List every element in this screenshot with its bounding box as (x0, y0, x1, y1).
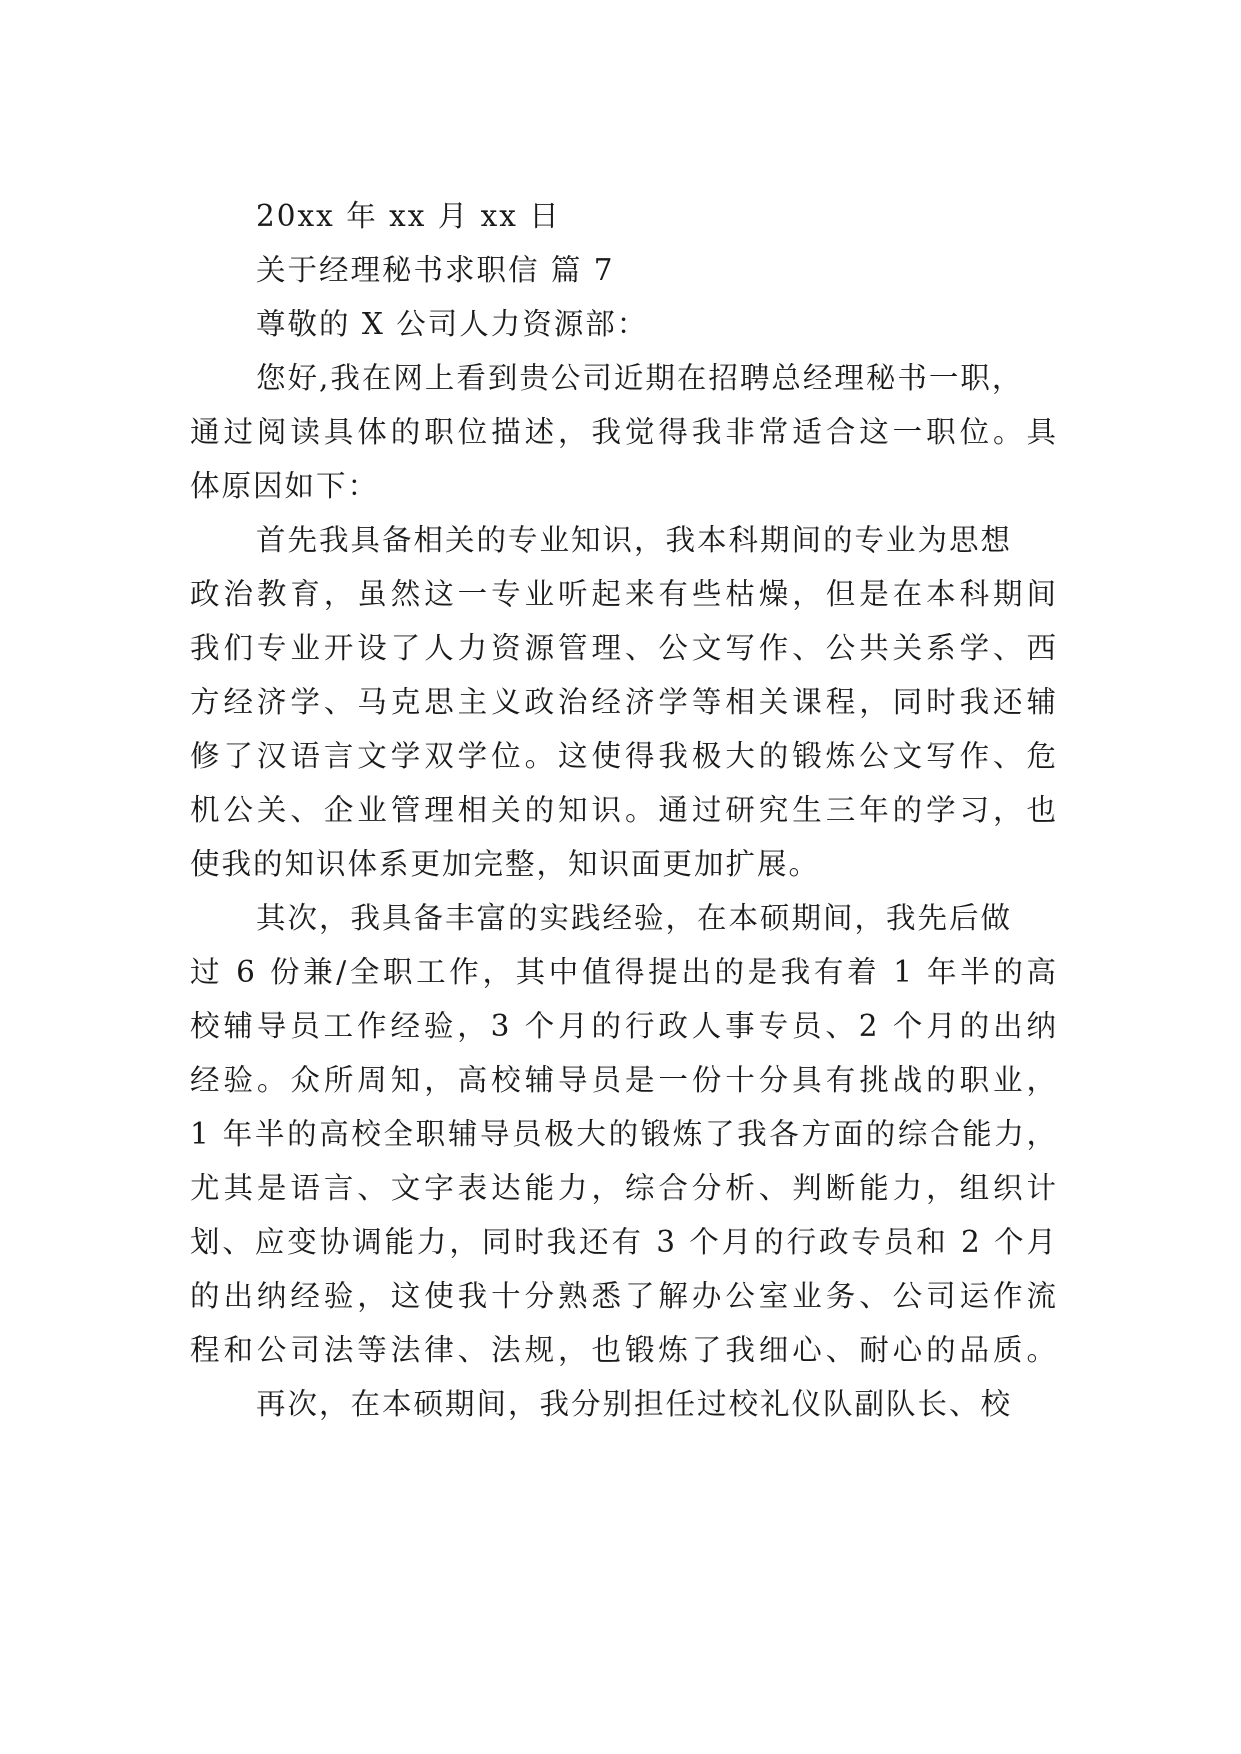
paragraph-line: 首先我具备相关的专业知识，我本科期间的专业为思想 (256, 523, 1013, 557)
paragraph-line: 尤其是语言、文字表达能力，综合分析、判断能力，组织计 (190, 1171, 1058, 1205)
paragraph-line: 经验。众所周知，高校辅导员是一份十分具有挑战的职业， (190, 1063, 1058, 1097)
paragraph-line: 体原因如下： (190, 469, 380, 503)
paragraph-line: 校辅导员工作经验，3 个月的行政人事专员、2 个月的出纳 (190, 1009, 1058, 1043)
paragraph-line: 的出纳经验，这使我十分熟悉了解办公室业务、公司运作流 (190, 1279, 1058, 1313)
paragraph-line: 使我的知识体系更加完整，知识面更加扩展。 (190, 847, 821, 881)
paragraph-line: 过 6 份兼/全职工作，其中值得提出的是我有着 1 年半的高 (190, 955, 1058, 989)
paragraph-line: 机公关、企业管理相关的知识。通过研究生三年的学习，也 (190, 793, 1058, 827)
salutation: 尊敬的 X 公司人力资源部： (256, 307, 649, 341)
paragraph-line: 我们专业开设了人力资源管理、公文写作、公共关系学、西 (190, 631, 1058, 665)
paragraph-line: 修了汉语言文学双学位。这使得我极大的锻炼公文写作、危 (190, 739, 1058, 773)
paragraph-line: 其次，我具备丰富的实践经验，在本硕期间，我先后做 (256, 901, 1013, 935)
paragraph-line: 方经济学、马克思主义政治经济学等相关课程，同时我还辅 (190, 685, 1058, 719)
paragraph-line: 程和公司法等法律、法规，也锻炼了我细心、耐心的品质。 (190, 1333, 1058, 1367)
paragraph-line: 1 年半的高校全职辅导员极大的锻炼了我各方面的综合能力， (190, 1117, 1058, 1151)
paragraph-line: 通过阅读具体的职位描述，我觉得我非常适合这一职位。具 (190, 415, 1058, 449)
paragraph-line: 您好,我在网上看到贵公司近期在招聘总经理秘书一职， (256, 361, 1024, 395)
paragraph-line: 划、应变协调能力，同时我还有 3 个月的行政专员和 2 个月 (190, 1225, 1058, 1259)
letter-date: 20xx 年 xx 月 xx 日 (256, 199, 561, 233)
paragraph-line: 再次，在本硕期间，我分别担任过校礼仪队副队长、校 (256, 1387, 1013, 1421)
article-title: 关于经理秘书求职信 篇 7 (256, 253, 615, 287)
paragraph-line: 政治教育，虽然这一专业听起来有些枯燥，但是在本科期间 (190, 577, 1058, 611)
